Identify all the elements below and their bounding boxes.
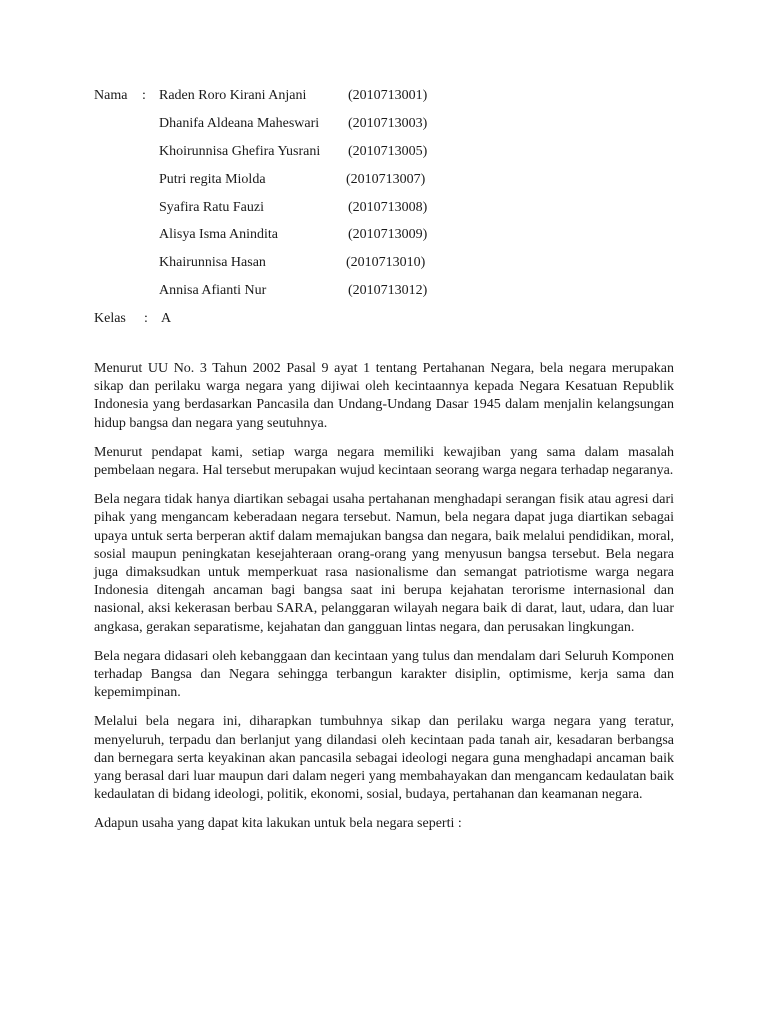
member-row <box>94 170 694 198</box>
member-nim: (2010713007) <box>346 171 426 187</box>
kelas-separator: : <box>144 311 148 327</box>
member-nim: (2010713005) <box>348 143 428 159</box>
member-nim: (2010713009) <box>348 227 428 243</box>
member-name: Syafira Ratu Fauzi <box>159 199 264 215</box>
member-name: Annisa Afianti Nur <box>159 283 267 299</box>
member-name: Putri regita Miolda <box>159 171 266 187</box>
member-nim: (2010713010) <box>346 255 426 271</box>
member-name: Alisya Isma Anindita <box>159 227 278 243</box>
kelas-label: Kelas <box>94 311 126 327</box>
paragraph: Adapun usaha yang dapat kita lakukan untuk bela negara seperti : <box>94 816 462 832</box>
member-name: Raden Roro Kirani Anjani <box>159 88 307 103</box>
kelas-value: A <box>161 311 172 327</box>
member-name: Khairunnisa Hasan <box>159 255 266 271</box>
member-name: Dhanifa Aldeana Maheswari <box>159 115 320 131</box>
member-row <box>94 281 694 309</box>
member-nim: (2010713001) <box>348 88 428 103</box>
member-nim: (2010713008) <box>348 199 428 215</box>
member-nim: (2010713012) <box>348 283 428 299</box>
nama-label: Nama <box>94 88 128 103</box>
paragraph: Menurut pendapat kami, setiap warga negara memiliki kewajiban yang sama dalam masalah pembelaan negara. Hal tersebut merupakan wujud kecintaan seorang warga negara terhadap negaranya. <box>94 444 674 479</box>
member-name: Khoirunnisa Ghefira Yusrani <box>159 143 321 159</box>
nama-separator: : <box>142 88 146 103</box>
member-row <box>94 253 694 281</box>
paragraph: Bela negara didasari oleh kebanggaan dan kecintaan yang tulus dan mendalam dari Seluruh Komponen terhadap Bangsa dan Negara sehingga terbangun karakter disiplin, optimisme, kerja sama dan kepemimpinan. <box>94 648 674 701</box>
member-row <box>94 225 694 253</box>
kelas-row <box>94 309 694 337</box>
member-row <box>94 198 694 226</box>
member-row <box>94 86 694 114</box>
paragraph: Bela negara tidak hanya diartikan sebagai usaha pertahanan menghadapi serangan fisik atau agresi dari pihak yang mengancam keberadaan negara tersebut. Namun, bela negara dapat juga diartikan sebagai upaya untuk serta berperan aktif dalam memajukan bangsa dan negara, baik melalui pendidikan, moral, sosial maupun peningkatan kesejahteraan orang-orang yang menyusun bangsa tersebut. Bela negara juga dimaksudkan untuk memperkuat rasa nasionalisme dan semangat patriotisme warga negara Indonesia ditengah ancaman bagi bangsa saat ini berupa kejahatan terorisme internasional dan nasional, aksi kekerasan berbau SARA, pelanggaran wilayah negara baik di darat, laut, udara, dan luar angkasa, gerakan separatisme, kejahatan dan gangguan lintas negara, dan perusakan lingkungan. <box>94 492 674 635</box>
essay-body <box>94 360 674 845</box>
member-row <box>94 142 694 170</box>
member-header <box>94 86 694 337</box>
paragraph: Menurut UU No. 3 Tahun 2002 Pasal 9 ayat 1 tentang Pertahanan Negara, bela negara merupakan sikap dan perilaku warga negara yang dijiwai oleh kecintaannya kepada Negara Kesatuan Republik Indonesia yang berdasarkan Pancasila dan Undang-Undang Dasar 1945 dalam menjalin kelangsungan hidup bangsa dan negara yang seutuhnya. <box>94 361 674 431</box>
paragraph: Melalui bela negara ini, diharapkan tumbuhnya sikap dan perilaku warga negara yang teratur, menyeluruh, terpadu dan berlanjut yang dilandasi oleh kecintaan pada tanah air, kesadaran berbangsa dan bernegara serta keyakinan akan pancasila sebagai ideologi negara guna menghadapi ancaman baik yang berasal dari luar maupun dari dalam negeri yang membahayakan dan mengancam kedaulatan baik kedaulatan di bidang ideologi, politik, ekonomi, sosial, budaya, pertahanan dan keamanan negara. <box>94 714 674 803</box>
member-nim: (2010713003) <box>348 115 428 131</box>
member-row <box>94 114 694 142</box>
